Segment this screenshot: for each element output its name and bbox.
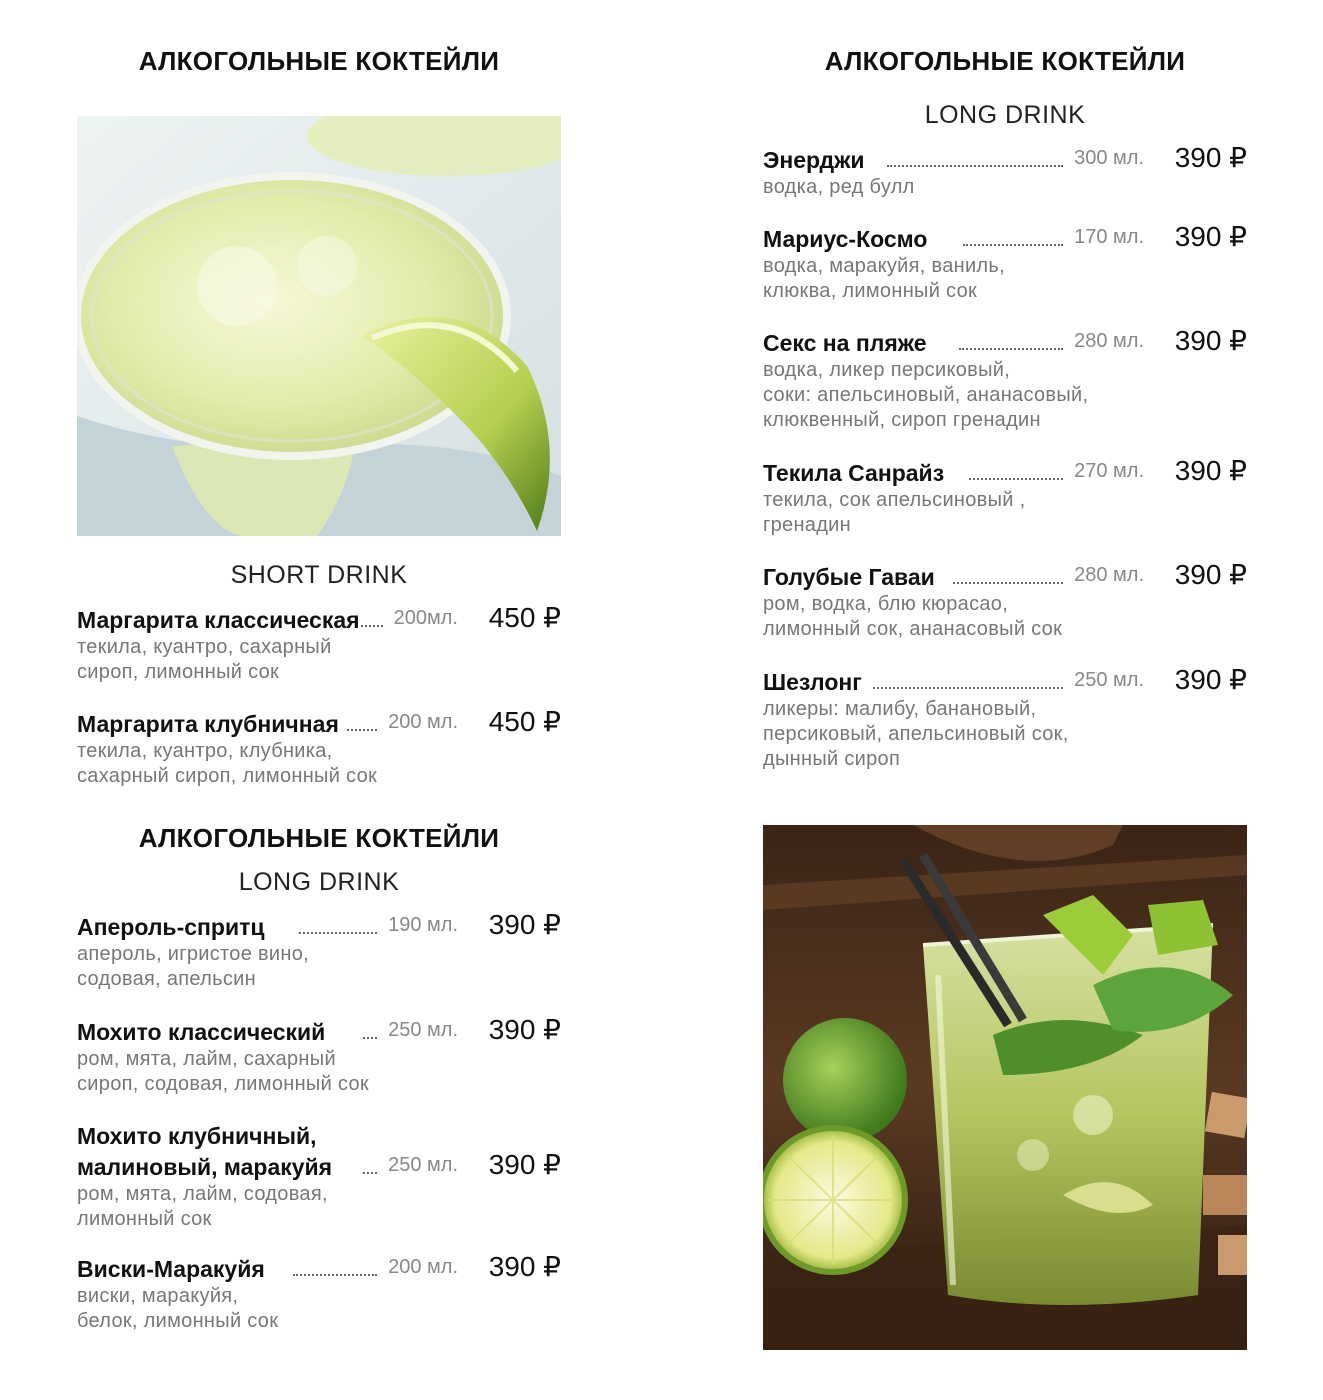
leader-dots [969,478,1063,480]
desc-line: апероль, игристое вино, [77,943,310,965]
item-description [763,358,1247,433]
long-drink-heading: LONG DRINK [238,868,400,896]
desc-line: дынный сироп [763,748,901,770]
desc-line: водка, ред булл [763,176,915,198]
item-price: 450 ₽ [488,602,561,633]
item-name: Голубые Гаваи [763,564,935,590]
item-volume: 300 мл. [1074,147,1144,169]
item-name: Текила Санрайз [763,460,945,486]
item-volume: 200 мл. [388,711,458,733]
desc-line: лимонный сок, ананасовый сок [763,618,1063,640]
menu-item [77,1015,561,1097]
short-drink-heading: SHORT DRINK [230,561,408,589]
item-volume: 250 мл. [388,1154,458,1176]
desc-line: ром, мята, лайм, содовая, [77,1183,328,1205]
desc-line: текила, куантро, клубника, [77,740,333,762]
menu-item [77,910,561,992]
section-title: АЛКОГОЛЬНЫЕ КОКТЕЙЛИ [138,46,500,76]
menu-item [77,603,561,685]
mojito-photo [763,825,1247,1350]
menu-item [763,456,1247,538]
desc-line: ром, мята, лайм, сахарный [77,1048,336,1070]
item-volume: 280 мл. [1074,330,1144,352]
section-title: АЛКОГОЛЬНЫЕ КОКТЕЙЛИ [138,823,500,853]
desc-line: клюква, лимонный сок [763,280,978,302]
desc-line: соки: апельсиновый, ананасовый, [763,384,1089,406]
item-name: Секс на пляже [763,330,927,356]
leader-dots [293,1274,377,1276]
item-volume: 200 мл. [388,1256,458,1278]
menu-item [763,665,1247,772]
item-volume: 270 мл. [1074,460,1144,482]
desc-line: содовая, апельсин [77,968,256,990]
item-price: 390 ₽ [488,909,561,940]
item-description [763,592,1247,642]
margarita-photo [77,116,561,536]
desc-line: ликеры: малибу, банановый, [763,698,1037,720]
item-price: 390 ₽ [488,1014,561,1045]
item-description [763,254,1247,304]
item-price: 450 ₽ [488,706,561,737]
item-price: 390 ₽ [488,1149,561,1180]
menu-item [763,560,1247,642]
item-description [77,1284,561,1334]
item-price: 390 ₽ [1174,221,1247,252]
menu-item [77,1122,561,1232]
desc-line: сахарный сироп, лимонный сок [77,765,378,787]
leader-dots [959,348,1063,350]
section-title: АЛКОГОЛЬНЫЕ КОКТЕЙЛИ [824,46,1186,76]
item-description [763,697,1247,772]
item-name: Маргарита клубничная [77,711,339,737]
desc-line: виски, маракуйя, [77,1285,239,1307]
menu-item [77,1252,561,1334]
desc-line: гренадин [763,514,851,536]
desc-line: водка, маракуйя, ваниль, [763,255,1005,277]
item-name: Мохито классический [77,1019,326,1045]
item-name: Виски-Маракуйя [77,1256,265,1282]
item-name: малиновый, маракуйя [77,1154,333,1180]
leader-dots [361,625,383,627]
item-description [77,739,561,789]
leader-dots [873,687,1063,689]
menu-item [77,707,561,789]
long-drink-heading: LONG DRINK [924,101,1086,129]
desc-line: клюквенный, сироп гренадин [763,409,1041,431]
leader-dots [953,582,1063,584]
desc-line: текила, куантро, сахарный [77,636,332,658]
item-name-line1: Мохито клубничный, [77,1123,317,1149]
item-volume: 190 мл. [388,914,458,936]
item-name: Маргарита классическая [77,607,360,633]
item-price: 390 ₽ [1174,664,1247,695]
menu-item [763,143,1247,200]
item-volume: 250 мл. [388,1019,458,1041]
item-description [763,175,1247,200]
menu-item [763,326,1247,433]
leader-dots [363,1172,377,1174]
leader-dots [299,932,377,934]
item-price: 390 ₽ [1174,325,1247,356]
item-description [77,1182,561,1232]
desc-line: сироп, лимонный сок [77,661,280,683]
item-name: Мариус-Космо [763,226,928,252]
item-price: 390 ₽ [1174,559,1247,590]
item-description [77,942,561,992]
desc-line: текила, сок апельсиновый , [763,489,1026,511]
leader-dots [363,1037,377,1039]
leader-dots [887,165,1063,167]
desc-line: белок, лимонный сок [77,1310,279,1332]
item-volume: 200мл. [393,607,458,629]
item-price: 390 ₽ [1174,142,1247,173]
item-name: Энерджи [763,147,865,173]
leader-dots [347,729,377,731]
item-description [763,488,1247,538]
desc-line: ром, водка, блю кюрасао, [763,593,1009,615]
item-name: Шезлонг [763,669,862,695]
desc-line: лимонный сок [77,1208,212,1230]
desc-line: водка, ликер персиковый, [763,359,1011,381]
item-price: 390 ₽ [488,1251,561,1282]
item-price: 390 ₽ [1174,455,1247,486]
item-description [77,1047,561,1097]
item-volume: 170 мл. [1074,226,1144,248]
item-volume: 280 мл. [1074,564,1144,586]
menu-item [763,222,1247,304]
item-description [77,635,561,685]
item-name: Апероль-спритц [77,914,265,940]
item-volume: 250 мл. [1074,669,1144,691]
desc-line: сироп, содовая, лимонный сок [77,1073,369,1095]
leader-dots [963,244,1063,246]
desc-line: персиковый, апельсиновый сок, [763,723,1069,745]
